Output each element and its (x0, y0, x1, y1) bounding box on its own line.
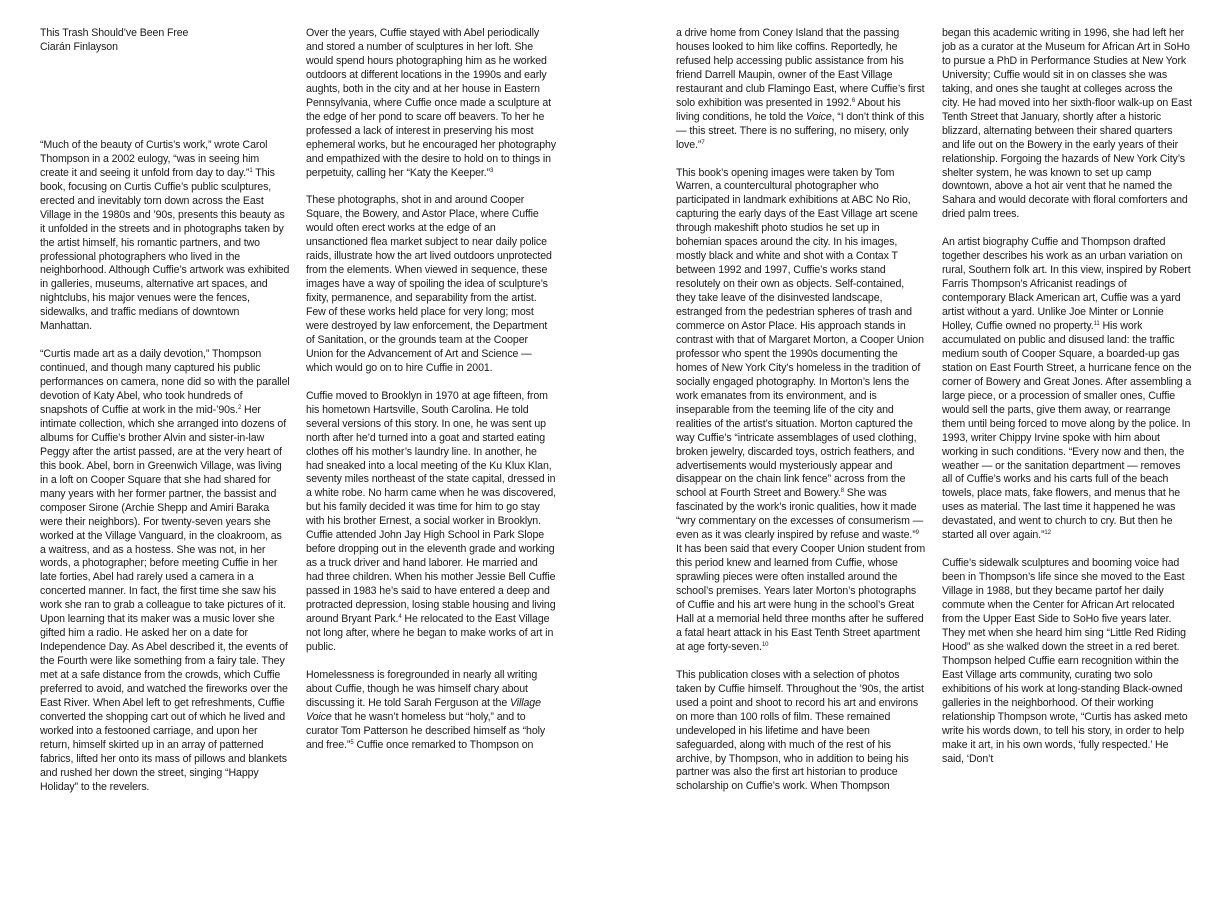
paragraph: An artist biography Cuffie and Thompson drafted together describes his work as an urban variation on rural, Southern folk art. In this view, inspired by Robert Farris Thompson’s Africanist readings of contemporary Black American art, Cuffie was a yard artist without a yard. Unlike Joe Minter or Lonnie Holley, Cuffie owned no property.$^{11}$ His work accumulated on public and disused land: the traffic medium south of Cooper Square, a boarded-up gas station on East Fourth Street, a hurricane fence on the corner of Bowery and Great Jones. After assembling a large piece, or a procession of smaller ones, Cuffie would sell the parts, give them away, or rearrange them until being forced to move along by the police. In 1993, writer Chippy Irvine spoke with him about working in such conditions. “Every now and then, the weather — or the sanitation department — removes all of Cuffie’s works and his carts full of the beach towels, place mats, fake flowers, and menus that he uses as material. The last time it happened he was devastated, and went to church to cry. But then he started all over again.”$^{12}$ (942, 236, 1192, 542)
paragraph: “Much of the beauty of Curtis’s work,” wrote Carol Thompson in a 2002 eulogy, “was in seeing him create it and seeing it unfold from day to day.”$^1$ This book, focusing on Curtis Cuffie’s public sculptures, erected and inevitably torn down across the East Village in the 1980s and ’90s, presents this beauty as it unfolded in the streets and in photographs taken by the artist himself, his romantic partners, and two professional photographers who lived in the neighborhood. Although Cuffie’s artwork was exhibited in galleries, museums, alternative art spaces, and nightclubs, his major venues were the fences, sidewalks, and traffic medians of downtown Manhattan. (40, 138, 290, 333)
text-column-4 (942, 27, 1192, 780)
paragraph: a drive home from Coney Island that the passing houses looked to him like coffins. Reportedly, he refused help accessing public assistance from his friend Darrell Maupin, owner of the East Village restaurant and club Flamingo East, where Cuffie’s first solo exhibition was presented in 1992.$^6$ About his living conditions, he told the Voice, “I don’t think of this — this street. There is no suffering, no misery, only love.”$^7$ (676, 27, 925, 151)
text-column-1 (40, 27, 290, 809)
paragraph: Cuffie moved to Brooklyn in 1970 at age fifteen, from his hometown Hartsville, South Carolina. He told several versions of this story. In one, he was sent up north after he’d turned into a goat and started eating clothes off his mother’s laundry line. In another, he had sneaked into a local meeting of the Ku Klux Klan, seventy miles northeast of the state capital, dressed in a white robe. No harm came when he was discovered, but his family decided it was time for him to go stay with his brother Ernest, a social worker in Brooklyn. Cuffie attended John Jay High School in Park Slope before dropping out in the eleventh grade and working as a truck driver and hand laborer. He married and had three children. When his mother Jessie Bell Cuffie passed in 1983 he’s said to have entered a deep and protracted depression, losing stable housing and living around Bryant Park.$^4$ He relocated to the East Village not long after, where he began to make works of art in public. (306, 389, 556, 653)
paragraph: Homelessness is foregrounded in nearly all writing about Cuffie, though he was himself chary about discussing it. He told Sarah Ferguson at the Village Voice that he wasn’t homeless but “holy,” and to curator Tom Patterson he described himself as “holy and free.”$^5$ Cuffie once remarked to Thompson on (306, 668, 546, 751)
paragraph: “Curtis made art as a daily devotion,” Thompson continued, and though many captured his public performances on camera, none did so with the parallel devotion of Katy Abel, who took hundreds of snapshots of Cuffie at work in the mid-’90s.$^2$ Her intimate collection, which she arranged into dozens of albums for Cuffie’s brother Alvin and sister-in-law Peggy after the artist passed, are at the very heart of this book. Abel, born in Greenwich Village, was living in a loft on Cooper Square that she had shared for many years with her former partner, the bassist and composer Sirone (Archie Shepp and Amiri Baraka were their neighbors). For twenty-seven years she worked at the Village Vanguard, in the cloakroom, as a waitress, and as a hostess. She was not, in her words, a photographer; before meeting Cuffie in her late forties, Abel had rarely used a camera in a concerted manner. In fact, the first time she saw his work she ran to grab a colleague to take pictures of it. Upon learning that its maker was a music lover she gifted him a radio. He asked her on a date for Independence Day. As Abel described it, the events of the Fourth were like something from a fairy tale. They met at a safe distance from the crowds, which Cuffie preferred to avoid, and watched the fireworks over the East River. When Abel left to get refreshments, Cuffie converted the shopping cart out of which he lived and worked into a festooned carriage, and upon her return, himself skirted up in an array of patterned fabrics, lifted her onto its mass of pillows and blankets and rushed her down the street, singing “Happy Holiday” to the revelers. (40, 348, 290, 793)
text-column-3 (676, 27, 926, 808)
article-header (40, 27, 290, 55)
article-title: This Trash Should’ve Been Free (40, 27, 189, 39)
paragraph: This book’s opening images were taken by Tom Warren, a countercultural photographer who participated in landmark exhibitions at ABC No Rio, capturing the early days of the East Village art scene through makeshift photo studios he set up in bohemian spaces around the city. In his images, mostly black and white and shot with a Contax T between 1992 and 1997, Cuffie’s works stand resolutely on their own as objects. Self-contained, they take leave of the disinvested landscape, estranged from the pedestrian spheres of trash and commerce on Astor Place. His approach stands in contrast with that of Margaret Morton, a Cooper Union professor who spent the 1990s documenting the homes of New York City’s homeless in the tradition of socially engaged photography. In Morton’s lens the work emanates from its environment, and is inseparable from the teeming life of the city and realities of the artist’s situation. Morton captured the way Cuffie’s “intricate assemblages of used clothing, broken jewelry, discarded toys, ostrich feathers, and advertisements would mysteriously appear and disappear on the chain link fence” across from the school at Fourth Street and Bowery.$^8$ She was fascinated by the work’s ironic qualities, how it made “wry commentary on the excesses of consumerism — even as it was clearly inspired by refuse and waste.”$^9$ It has been said that every Cooper Union student from this period knew and learned from Cuffie, whose sprawling pieces were often installed around the school’s premises. Years later Morton’s photographs of Cuffie and his art were hung in the school’s Great Hall at a memorial held three months after he suffered a fatal heart attack in his East Tenth Street apartment at age forty-seven.$^{10}$ (676, 166, 926, 653)
paragraph: Over the years, Cuffie stayed with Abel periodically and stored a number of sculptures in her loft. She would spend hours photographing him as he worked outdoors at different locations in the 1990s and early aughts, both in the city and at her house in Eastern Pennsylvania, where Cuffie once made a sculpture at the edge of her pond to scare off beavers. To her he professed a lack of interest in preserving his most ephemeral works, but he encouraged her photography and empathized with the desire to hold on to things in perpetuity, calling her “Katy the Keeper.”$^3$ (306, 27, 557, 179)
text-column-2 (306, 27, 556, 766)
paragraph: These photographs, shot in and around Cooper Square, the Bowery, and Astor Place, where Cuffie would often erect works at the edge of an unsanctioned flea market subject to near daily police raids, illustrate how the art lived outdoors unprotected from the elements. When viewed in sequence, these images have a way of spoiling the idea of sculpture’s fixity, permanence, and separability from the artist. Few of these works held place for very long; most were destroyed by law enforcement, the Department of Sanitation, or the grounds team at the Cooper Union for the Advancement of Art and Science — which would go on to hire Cuffie in 2001. (306, 194, 552, 374)
article-author: Ciarán Finlayson (40, 40, 118, 53)
paragraph: began this academic writing in 1996, she had left her job as a curator at the Museum for African Art in SoHo to pursue a PhD in Performance Studies at New York University; Cuffie would sit in on classes she was taking, and ones she taught at colleges across the city. He had moved into her sixth-floor walk-up on East Tenth Street that January, shortly after a historic blizzard, alternating between their shared quarters and life out on the Bowery in the early years of their relationship. Forgoing the hazards of New York City’s shelter system, he was known to set up camp downtown, above a hot air vent that he named the Sahara and would decorate with floral comforters and dried palm trees. (942, 27, 1192, 221)
paragraph: Cuffie’s sidewalk sculptures and booming voice had been in Thompson’s life since she moved to the East Village in 1988, but they became partof her daily commute when the Center for African Art relocated from the Upper East Side to SoHo five years later. They met when she heard him sing “Little Red Riding Hood” as she walked down the street in a red beret. Thompson helped Cuffie earn recognition within the East Village arts community, curating two solo exhibitions of his work at long-standing Black-owned galleries in the neighborhood. Of their working relationship Thompson wrote, “Curtis has asked meto write his words down, to tell his story, in order to help make it art, in his own words, ‘fully respected.’ He said, ‘Don’t (942, 557, 1188, 765)
paragraph: This publication closes with a selection of photos taken by Cuffie himself. Throughout the ’90s, the artist used a point and shoot to record his art and environs on more than 100 rolls of film. These remained undeveloped in his lifetime and have been safeguarded, along with much of the rest of his archive, by Thompson, who in addition to being his partner was also the first art historian to produce scholarship on Cuffie’s work. When Thompson (676, 668, 924, 793)
header-spacer (40, 55, 290, 139)
